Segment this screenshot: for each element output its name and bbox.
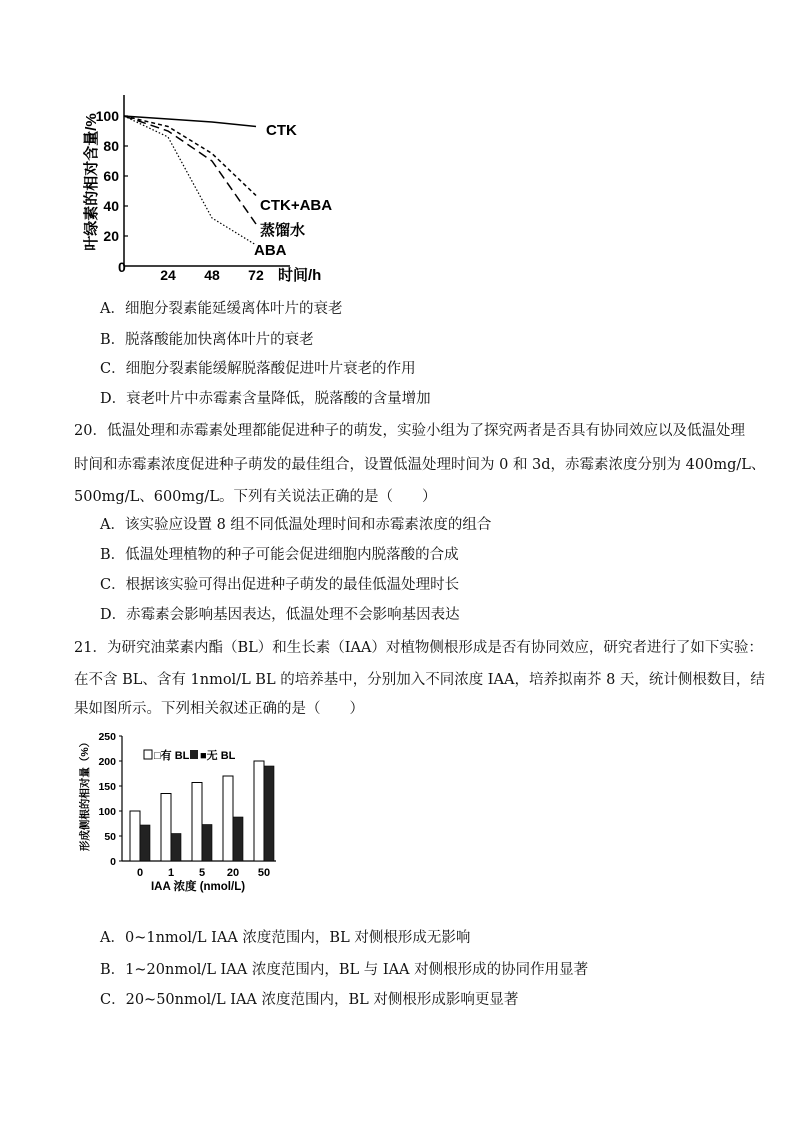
chart2-legend-with-bl: □有 BL <box>154 750 190 762</box>
q21-option-a: A．0~1nmol/L IAA 浓度范围内，BL 对侧根形成无影响 <box>100 930 471 946</box>
chart1-series-line <box>124 116 256 245</box>
chart2-xlabel: IAA 浓度 (nmol/L) <box>150 881 246 893</box>
q20-option-b: B．低温处理植物的种子可能会促进细胞内脱落酸的合成 <box>100 547 459 563</box>
q20-stem-line-1: 20．低温处理和赤霉素处理都能促进种子的萌发，实验小组为了探究两者是否具有协同效应以及低温处理 <box>74 423 745 439</box>
chlorophyll-line-chart <box>60 90 380 290</box>
chart1-x-tick-label: 48 <box>204 267 220 283</box>
chart2-y-tick-label: 150 <box>98 781 116 793</box>
chart2-y-tick-label: 0 <box>110 856 116 868</box>
chart1-y-tick-label: 20 <box>103 228 119 244</box>
q21-option-c: C．20~50nmol/L IAA 浓度范围内，BL 对侧根形成影响更显著 <box>100 992 519 1008</box>
chart2-legend-swatch-without-bl <box>190 750 198 759</box>
chart1-y-tick-label: 40 <box>103 198 119 214</box>
chart2-bar-without-bl <box>264 766 274 861</box>
q19-option-b: B．脱落酸能加快离体叶片的衰老 <box>100 332 314 348</box>
chart1-x-tick-label: 72 <box>248 267 264 283</box>
chart2-bar-without-bl <box>202 825 212 862</box>
chart2-y-tick-label: 200 <box>98 756 116 768</box>
chart1-series-line <box>124 116 256 196</box>
chart1-y-tick-label: 60 <box>103 168 119 184</box>
chart1-series-label: ABA <box>254 242 287 259</box>
chart2-y-tick-label: 100 <box>98 806 116 818</box>
chart2-bar-without-bl <box>140 825 150 861</box>
q20-option-d: D．赤霉素会影响基因表达，低温处理不会影响基因表达 <box>100 607 460 623</box>
chart2-x-tick-label: 5 <box>198 867 206 879</box>
chart2-legend-swatch-with-bl <box>144 750 152 759</box>
chart2-x-tick-label: 1 <box>167 867 175 879</box>
chart1-xlabel: 时间/h <box>278 267 322 284</box>
chart2-bar-with-bl <box>254 761 264 861</box>
q21-stem-line-1: 21．为研究油菜素内酯（BL）和生长素（IAA）对植物侧根形成是否有协同效应，研究者进行了如下实验： <box>74 640 763 656</box>
q19-option-a: A．细胞分裂素能延缓离体叶片的衰老 <box>100 301 343 317</box>
chart1-series-line <box>124 116 256 224</box>
chart1-origin-label: 0 <box>118 259 126 275</box>
chart2-bar-with-bl <box>223 776 233 861</box>
q20-stem-line-3: 500mg/L、600mg/L。下列有关说法正确的是（ ） <box>74 489 437 505</box>
q21-stem-line-3: 果如图所示。下列相关叙述正确的是（ ） <box>74 701 364 717</box>
lateral-root-bar-chart <box>70 728 300 903</box>
chart1-series-label: 蒸馏水 <box>260 222 306 239</box>
chart2-bar-without-bl <box>171 834 181 862</box>
chart2-x-tick-label: 20 <box>226 867 240 879</box>
q20-option-a: A．该实验应设置 8 组不同低温处理时间和赤霉素浓度的组合 <box>100 517 492 533</box>
chart2-y-tick-label: 50 <box>104 831 116 843</box>
chart1-x-tick-label: 24 <box>160 267 176 283</box>
chart2-x-tick-label: 50 <box>257 867 271 879</box>
chart2-bar-with-bl <box>161 794 171 862</box>
chart2-bar-without-bl <box>233 817 243 861</box>
chart2-legend-without-bl: ■无 BL <box>200 750 236 762</box>
chart2-bar-with-bl <box>192 783 202 862</box>
q21-option-b: B．1~20nmol/L IAA 浓度范围内，BL 与 IAA 对侧根形成的协同作用显著 <box>100 962 589 978</box>
q21-stem-line-2: 在不含 BL、含有 1nmol/L BL 的培养基中，分别加入不同浓度 IAA，培养拟南芥 8 天，统计侧根数目，结 <box>74 672 765 688</box>
q20-option-c: C．根据该实验可得出促进种子萌发的最佳低温处理时长 <box>100 577 460 593</box>
chart1-series-label: CTK <box>266 122 297 139</box>
chart2-ylabel: 形成侧根的相对量（%） <box>79 736 91 852</box>
chart1-series-label: CTK+ABA <box>260 197 333 214</box>
chart1-y-tick-label: 100 <box>95 108 119 124</box>
chart2-bar-with-bl <box>130 811 140 861</box>
q19-option-c: C．细胞分裂素能缓解脱落酸促进叶片衰老的作用 <box>100 361 416 377</box>
chart1-ylabel: 叶绿素的相对含量/% <box>83 113 100 251</box>
q19-option-d: D．衰老叶片中赤霉素含量降低，脱落酸的含量增加 <box>100 391 431 407</box>
chart1-y-tick-label: 80 <box>103 138 119 154</box>
chart2-y-tick-label: 250 <box>98 731 116 743</box>
q20-stem-line-2: 时间和赤霉素浓度促进种子萌发的最佳组合，设置低温处理时间为 0 和 3d，赤霉素浓度分别为 400mg/L、 <box>74 457 766 473</box>
chart2-x-tick-label: 0 <box>136 867 144 879</box>
